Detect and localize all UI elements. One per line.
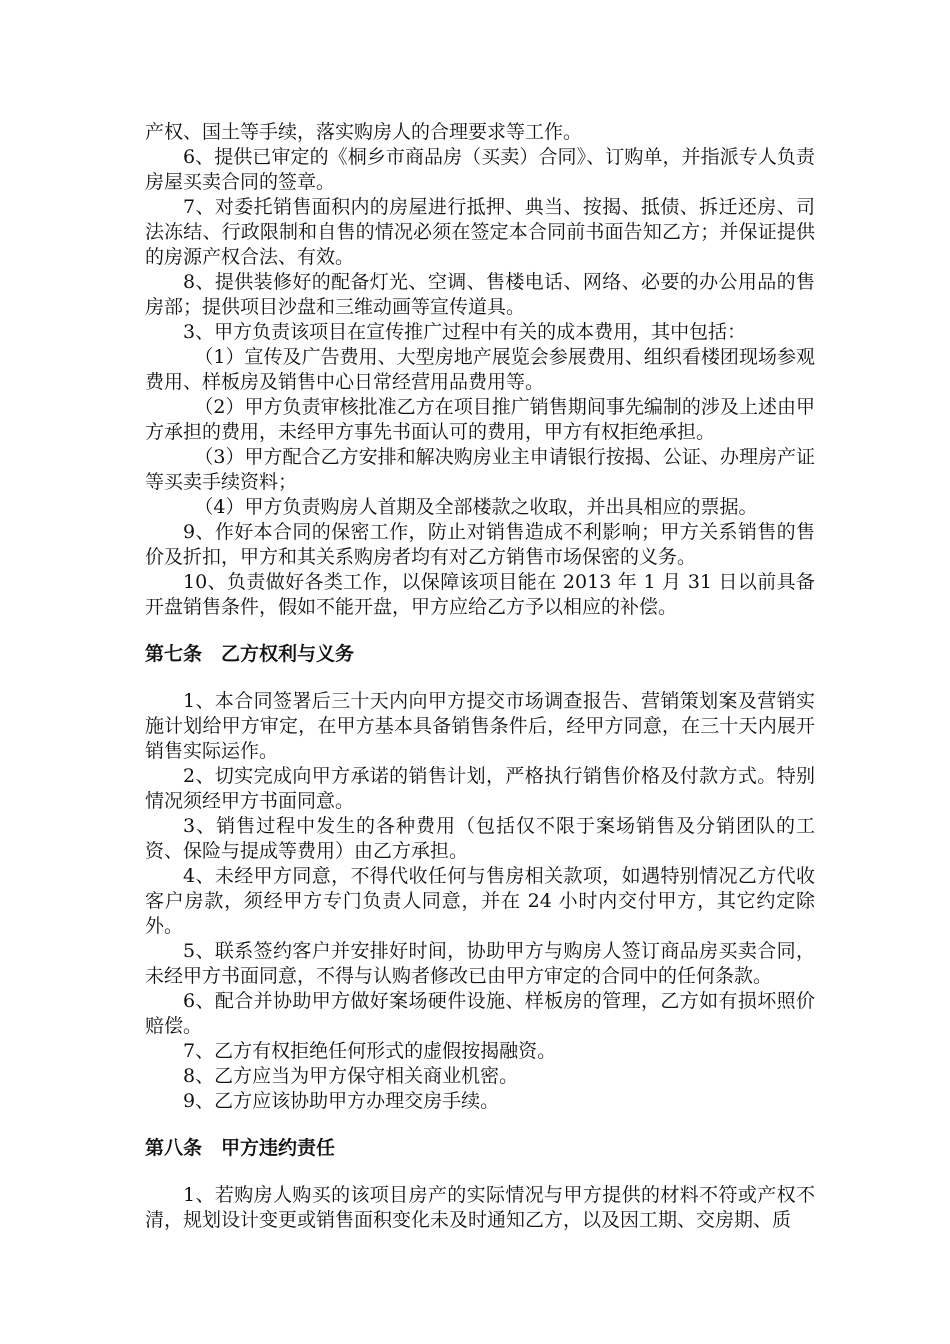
paragraph: 6、提供已审定的《桐乡市商品房（买卖）合同》、订购单，并指派专人负责房屋买卖合同的签章。 (145, 146, 815, 193)
paragraph: 10、负责做好各类工作，以保障该项目能在 2013 年 1 月 31 日以前具备开盘销售条件，假如不能开盘，甲方应给乙方予以相应的补偿。 (145, 571, 815, 618)
paragraph: 产权、国土等手续，落实购房人的合理要求等工作。 (145, 121, 583, 143)
paragraph: 8、提供装修好的配备灯光、空调、售楼电话、网络、必要的办公用品的售房部；提供项目沙盘和三维动画等宣传道具。 (145, 271, 815, 318)
paragraph: 6、配合并协助甲方做好案场硬件设施、样板房的管理，乙方如有损坏照价赔偿。 (145, 990, 815, 1037)
paragraph: 7、对委托销售面积内的房屋进行抵押、典当、按揭、抵债、拆迁还房、司法冻结、行政限制和自售的情况必须在签定本合同前书面告知乙方；并保证提供的房源产权合法、有效。 (145, 196, 815, 268)
paragraph: 9、作好本合同的保密工作，防止对销售造成不利影响；甲方关系销售的售价及折扣，甲方和其关系购房者均有对乙方销售市场保密的义务。 (145, 521, 815, 568)
paragraph: 1、若购房人购买的该项目房产的实际情况与甲方提供的材料不符或产权不清，规划设计变更或销售面积变化未及时通知乙方，以及因工期、交房期、质 (145, 1184, 815, 1231)
paragraph: 5、联系签约客户并安排好时间，协助甲方与购房人签订商品房买卖合同，未经甲方书面同意，不得与认购者修改已由甲方审定的合同中的任何条款。 (145, 940, 815, 987)
paragraph: 8、乙方应当为甲方保守相关商业机密。 (183, 1065, 519, 1087)
section-heading-article-8: 第八条 甲方违约责任 (145, 1137, 336, 1159)
paragraph: 3、甲方负责该项目在宣传推广过程中有关的成本费用，其中包括： (183, 321, 747, 343)
paragraph: 3、销售过程中发生的各种费用（包括仅不限于案场销售及分销团队的工资、保险与提成等费用）由乙方承担。 (145, 815, 815, 862)
paragraph: （3）甲方配合乙方安排和解决购房业主申请银行按揭、公证、办理房产证等买卖手续资料； (145, 446, 815, 493)
section-heading-article-7: 第七条 乙方权利与义务 (145, 643, 355, 665)
paragraph: 4、未经甲方同意，不得代收任何与售房相关款项，如遇特别情况乙方代收客户房款，须经甲方专门负责人同意，并在 24 小时内交付甲方，其它约定除外。 (145, 865, 815, 937)
paragraph: （4）甲方负责购房人首期及全部楼款之收取，并出具相应的票据。 (194, 496, 758, 518)
paragraph: 1、本合同签署后三十天内向甲方提交市场调查报告、营销策划案及营销实施计划给甲方审定，在甲方基本具备销售条件后，经甲方同意，在三十天内展开销售实际运作。 (145, 690, 815, 762)
paragraph: （2）甲方负责审核批准乙方在项目推广销售期间事先编制的涉及上述由甲方承担的费用，未经甲方事先书面认可的费用，甲方有权拒绝承担。 (145, 396, 815, 443)
paragraph: 9、乙方应该协助甲方办理交房手续。 (183, 1090, 500, 1112)
paragraph: （1）宣传及广告费用、大型房地产展览会参展费用、组织看楼团现场参观费用、样板房及销售中心日常经营用品费用等。 (145, 346, 815, 393)
document-body (145, 120, 815, 1233)
paragraph: 7、乙方有权拒绝任何形式的虚假按揭融资。 (183, 1040, 557, 1062)
paragraph: 2、切实完成向甲方承诺的销售计划，严格执行销售价格及付款方式。特别情况须经甲方书面同意。 (145, 765, 815, 812)
